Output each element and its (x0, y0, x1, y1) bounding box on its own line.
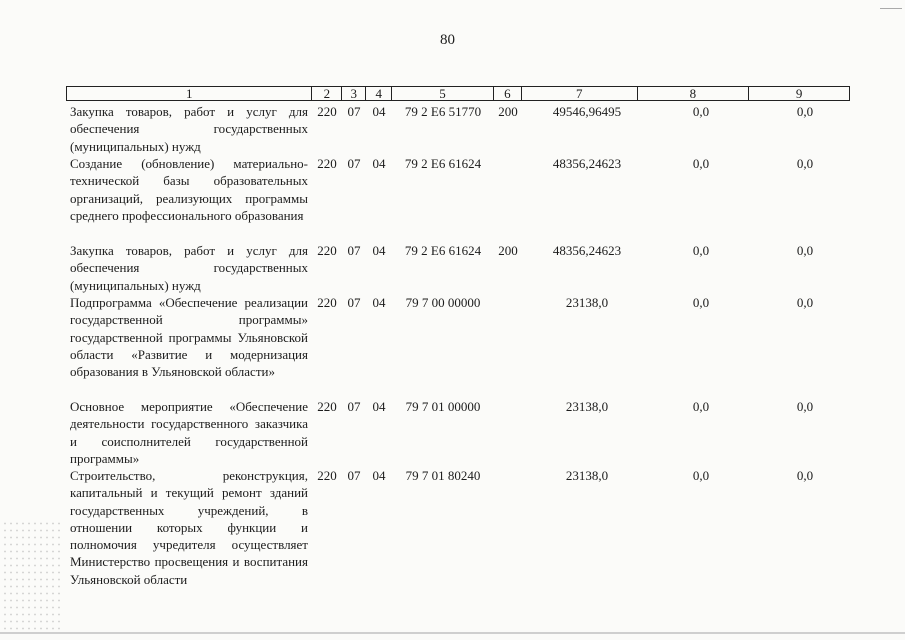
cell-2: 220 (317, 295, 337, 310)
col-header-6: 6 (494, 87, 522, 100)
cell-2: 220 (317, 243, 337, 258)
cell-4: 04 (372, 104, 386, 119)
row-name: Подпрограмма «Обеспечение реализации государственной программы» государственной программы Ульяновской области «Развитие и модернизация образования в Ульяновской области» (70, 295, 308, 380)
scan-mark (880, 8, 902, 13)
scan-noise (2, 520, 62, 630)
row-name: Закупка товаров, работ и услуг для обеспечения государственных (муниципальных) нужд (70, 243, 308, 293)
cell-7: 23138,0 (565, 468, 609, 483)
col-header-8: 8 (638, 87, 750, 100)
cell-8: 0,0 (692, 243, 710, 258)
cell-8: 0,0 (692, 156, 710, 171)
col-header-4: 4 (366, 87, 392, 100)
cell-4: 04 (372, 295, 386, 310)
cell-4: 04 (372, 468, 386, 483)
cell-8: 0,0 (692, 468, 710, 483)
cell-3: 07 (347, 295, 361, 310)
cell-3: 07 (347, 156, 361, 171)
col-header-9: 9 (795, 86, 803, 101)
cell-7: 48356,24623 (552, 243, 622, 258)
cell-5: 79 7 01 00000 (405, 399, 481, 414)
cell-2: 220 (317, 468, 337, 483)
cell-9: 0,0 (796, 156, 814, 171)
cell-2: 220 (317, 156, 337, 171)
cell-9: 0,0 (796, 104, 814, 119)
cell-7: 23138,0 (565, 295, 609, 310)
cell-3: 07 (347, 104, 361, 119)
cell-2: 220 (317, 104, 337, 119)
cell-5: 79 7 00 00000 (405, 295, 481, 310)
cell-7: 23138,0 (565, 399, 609, 414)
cell-6: 200 (498, 104, 518, 119)
cell-9: 0,0 (796, 295, 814, 310)
cell-9: 0,0 (796, 399, 814, 414)
cell-3: 07 (347, 468, 361, 483)
cell-5: 79 2 E6 61624 (404, 243, 482, 258)
cell-5: 79 2 E6 51770 (404, 104, 482, 119)
cell-2: 220 (317, 399, 337, 414)
row-name: Строительство, реконструкция, капитальный и текущий ремонт зданий государственных учреждений, в отношении которых функции и полномочия учредителя осуществляет Министерство просвещения и воспитания Ульяновской области (70, 468, 308, 587)
cell-3: 07 (347, 243, 361, 258)
cell-4: 04 (372, 399, 386, 414)
cell-4: 04 (372, 243, 386, 258)
cell-3: 07 (347, 399, 361, 414)
row-name: Закупка товаров, работ и услуг для обеспечения государственных (муниципальных) нужд (70, 104, 308, 154)
col-header-7: 7 (522, 87, 638, 100)
cell-7: 49546,96495 (552, 104, 622, 119)
cell-6: 200 (498, 243, 518, 258)
page-number: 80 (440, 32, 455, 48)
col-header-5: 5 (392, 87, 494, 100)
cell-5: 79 7 01 80240 (405, 468, 481, 483)
col-header-3: 3 (342, 87, 366, 100)
cell-9: 0,0 (796, 468, 814, 483)
cell-9: 0,0 (796, 243, 814, 258)
cell-8: 0,0 (692, 399, 710, 414)
page-edge (0, 632, 905, 634)
cell-4: 04 (372, 156, 386, 171)
cell-7: 48356,24623 (552, 156, 622, 171)
cell-8: 0,0 (692, 295, 710, 310)
table-header (66, 86, 850, 101)
row-name: Основное мероприятие «Обеспечение деятельности государственного заказчика и соисполнителей государственной программы» (70, 399, 308, 466)
col-header-1: 1 (67, 87, 312, 100)
row-name: Создание (обновление) материально-технической базы образовательных организаций, реализующих программы среднего профессионального образования (70, 156, 308, 223)
cell-5: 79 2 E6 61624 (404, 156, 482, 171)
col-header-2: 2 (312, 87, 342, 100)
cell-8: 0,0 (692, 104, 710, 119)
